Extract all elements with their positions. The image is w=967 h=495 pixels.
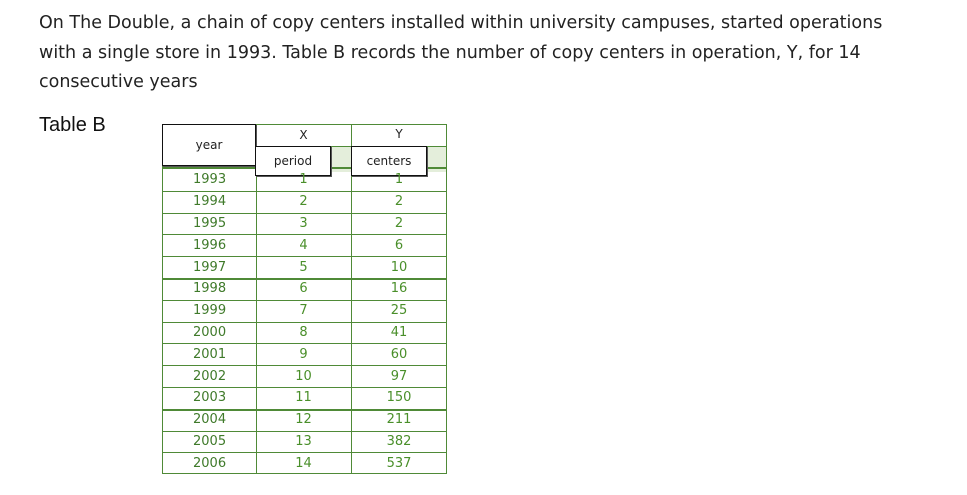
year-cell: 1999 bbox=[193, 303, 227, 319]
year-cell: 2001 bbox=[193, 346, 227, 362]
period-cell: 6 bbox=[299, 281, 308, 297]
table-row bbox=[162, 409, 447, 431]
table-row bbox=[162, 365, 447, 387]
centers-cell: 2 bbox=[394, 215, 404, 231]
year-cell: 2006 bbox=[193, 455, 227, 471]
period-cell: 12 bbox=[295, 412, 312, 428]
centers-cell: 10 bbox=[390, 259, 408, 275]
table-row bbox=[162, 431, 447, 453]
year-cell: 1997 bbox=[193, 259, 227, 275]
header-year-label: year bbox=[195, 138, 223, 152]
header-period-label: period bbox=[273, 154, 313, 168]
year-cell: 2000 bbox=[193, 324, 227, 340]
table-row bbox=[162, 234, 447, 256]
intro-line-2: with a single store in 1993. Table B records the number of copy centers in operation, Y, for 14 bbox=[39, 42, 861, 63]
period-cell: 9 bbox=[299, 346, 308, 362]
intro-line-3: consecutive years bbox=[39, 72, 198, 92]
table-row bbox=[162, 191, 447, 213]
table-row bbox=[162, 169, 447, 191]
centers-cell: 150 bbox=[386, 390, 412, 406]
period-cell: 7 bbox=[299, 303, 308, 319]
header-x-symbol: X bbox=[299, 128, 308, 142]
year-cell: 2004 bbox=[193, 412, 227, 428]
year-cell: 1995 bbox=[193, 215, 227, 231]
period-cell: 2 bbox=[299, 194, 308, 210]
year-cell: 2003 bbox=[193, 390, 227, 406]
year-cell: 1994 bbox=[193, 194, 227, 210]
period-cell: 4 bbox=[299, 237, 308, 253]
centers-cell: 211 bbox=[386, 412, 412, 428]
year-cell: 2002 bbox=[193, 368, 227, 384]
table-row bbox=[162, 387, 447, 409]
year-cell: 1993 bbox=[193, 172, 227, 188]
year-cell: 1996 bbox=[193, 237, 227, 253]
intro-line-1: On The Double, a chain of copy centers installed within university campuses, started operations bbox=[39, 13, 883, 33]
centers-cell: 382 bbox=[386, 433, 412, 449]
period-cell: 1 bbox=[299, 172, 308, 188]
centers-cell: 60 bbox=[390, 346, 408, 362]
period-cell: 8 bbox=[299, 324, 308, 340]
table-row bbox=[162, 452, 447, 474]
period-cell: 10 bbox=[295, 368, 312, 384]
centers-cell: 16 bbox=[390, 281, 408, 297]
centers-cell: 97 bbox=[390, 368, 408, 384]
year-cell: 1998 bbox=[193, 281, 227, 297]
table-row bbox=[162, 343, 447, 365]
centers-cell: 537 bbox=[386, 455, 412, 471]
period-cell: 14 bbox=[295, 455, 312, 471]
centers-cell: 1 bbox=[394, 172, 404, 188]
period-cell: 13 bbox=[295, 433, 312, 449]
centers-cell: 25 bbox=[390, 303, 408, 319]
intro-paragraph bbox=[39, 9, 939, 98]
centers-cell: 2 bbox=[394, 194, 404, 210]
table-row bbox=[162, 213, 447, 235]
table-row bbox=[162, 278, 447, 300]
period-cell: 5 bbox=[299, 259, 308, 275]
period-cell: 3 bbox=[299, 215, 308, 231]
centers-cell: 41 bbox=[390, 324, 408, 340]
centers-cell: 6 bbox=[394, 237, 404, 253]
header-year bbox=[162, 124, 256, 166]
table-caption: Table B bbox=[39, 114, 106, 136]
table-row bbox=[162, 256, 447, 278]
table-row bbox=[162, 300, 447, 322]
header-y-symbol: Y bbox=[395, 127, 403, 141]
table-row bbox=[162, 322, 447, 344]
header-centers-label: centers bbox=[366, 154, 412, 168]
year-cell: 2005 bbox=[193, 433, 227, 449]
data-table bbox=[162, 124, 447, 474]
period-cell: 11 bbox=[295, 390, 312, 406]
